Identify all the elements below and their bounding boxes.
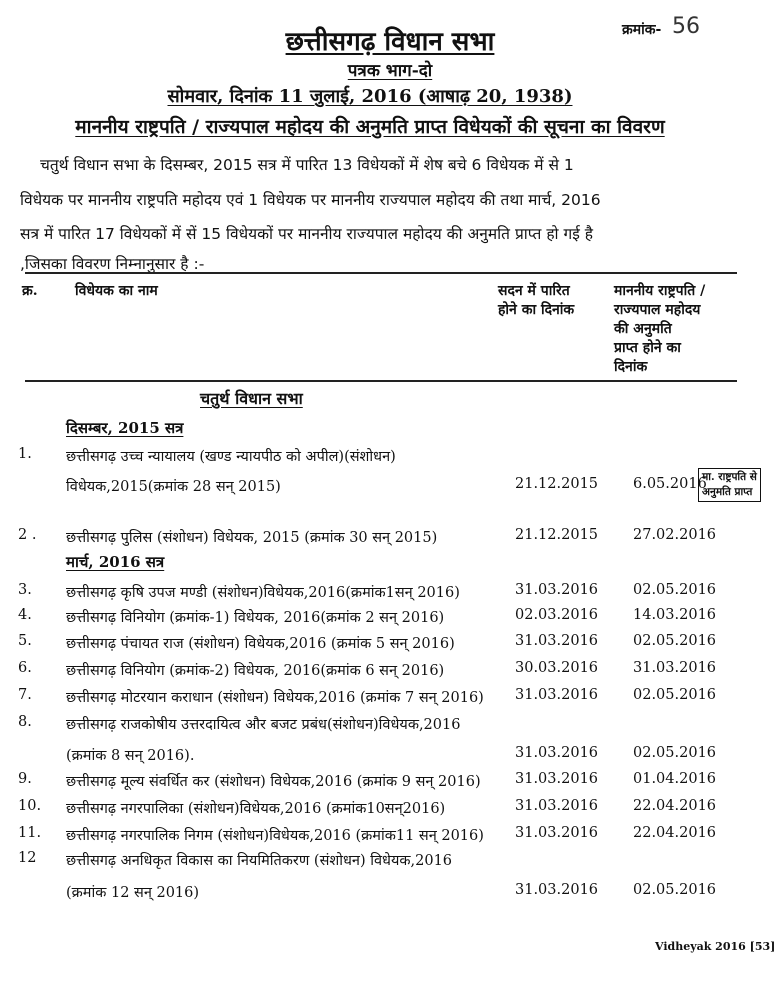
row-number: 7. [18,687,32,703]
passed-date: 31.03.2016 [515,582,599,598]
row-number: 10. [18,798,42,814]
bill-name: छत्तीसगढ़ नगरपालिक निगम (संशोधन)विधेयक,2016 (क्रमांक11 सन् 2016) [66,828,484,844]
row-number: 9. [18,771,32,787]
bill-name: (क्रमांक 12 सन् 2016) [66,885,200,901]
serial-label: क्रमांक- [622,22,662,38]
assent-date: 22.04.2016 [633,798,717,814]
assent-date: 31.03.2016 [633,660,717,676]
page-title: छत्तीसगढ़ विधान सभा [285,27,495,57]
bill-name: छत्तीसगढ़ राजकोषीय उत्तरदायित्व और बजट प्रबंध(संशोधन)विधेयक,2016 [66,717,461,733]
passed-date: 02.03.2016 [515,607,599,623]
row-number: 8. [18,714,32,730]
assent-date: 02.05.2016 [633,582,717,598]
row-number: 11. [18,825,42,841]
bill-name: छत्तीसगढ़ पुलिस (संशोधन) विधेयक, 2015 (क्रमांक 30 सन् 2015) [66,530,438,546]
passed-date: 31.03.2016 [515,771,599,787]
session-heading: मार्च, 2016 सत्र [66,553,165,571]
row-number: 2 . [18,527,37,543]
row-number: 5. [18,633,32,649]
passed-date: 30.03.2016 [515,660,599,676]
stamp-line: अनुमति प्राप्त [702,486,753,498]
assent-date: 6.05.2016 [633,476,707,492]
assent-date: 01.04.2016 [633,771,717,787]
assent-date: 02.05.2016 [633,633,717,649]
subtitle: पत्रक भाग-दो [347,61,433,81]
header-line: प्राप्त होने का [614,340,681,356]
bill-name: छत्तीसगढ़ पंचायत राज (संशोधन) विधेयक,2016 (क्रमांक 5 सन् 2016) [66,636,455,652]
page-footer: Vidheyak 2016 [53] [655,940,776,953]
header-serial: क्र. [22,283,38,299]
bill-name: छत्तीसगढ़ कृषि उपज मण्डी (संशोधन)विधेयक,2016(क्रमांक1सन् 2016) [66,585,460,601]
header-line: राज्यपाल महोदय [614,302,701,318]
row-number: 1. [18,446,32,462]
bill-name: (क्रमांक 8 सन् 2016). [66,748,195,764]
document-heading: माननीय राष्ट्रपति / राज्यपाल महोदय की अनुमति प्राप्त विधेयकों की सूचना का विवरण [75,116,665,138]
serial-number-handwritten: 56 [672,14,700,39]
bill-name: छत्तीसगढ़ अनधिकृत विकास का नियमितिकरण (संशोधन) विधेयक,2016 [66,853,453,869]
passed-date: 31.03.2016 [515,745,599,761]
bill-name: छत्तीसगढ़ मोटरयान कराधान (संशोधन) विधेयक,2016 (क्रमांक 7 सन् 2016) [66,690,484,706]
bill-name: छत्तीसगढ़ विनियोग (क्रमांक-2) विधेयक, 2016(क्रमांक 6 सन् 2016) [66,663,445,679]
header-line: दिनांक [614,359,648,375]
assent-date: 22.04.2016 [633,825,717,841]
header-passed-date [498,282,574,320]
assent-date: 02.05.2016 [633,745,717,761]
passed-date: 31.03.2016 [515,882,599,898]
intro-line: चतुर्थ विधान सभा के दिसम्बर, 2015 सत्र में पारित 13 विधेयकों में शेष बचे 6 विधेयक में से 1 [40,156,574,174]
assent-date: 02.05.2016 [633,687,717,703]
passed-date: 31.03.2016 [515,798,599,814]
bill-name: छत्तीसगढ़ मूल्य संवर्धित कर (संशोधन) विधेयक,2016 (क्रमांक 9 सन् 2016) [66,774,481,790]
intro-line: ,जिसका विवरण निम्नानुसार है :- [20,255,205,273]
bill-name: छत्तीसगढ़ नगरपालिका (संशोधन)विधेयक,2016 (क्रमांक10सन्2016) [66,801,446,817]
passed-date: 31.03.2016 [515,825,599,841]
row-number: 12 [18,850,37,866]
passed-date: 21.12.2015 [515,527,599,543]
passed-date: 21.12.2015 [515,476,599,492]
header-assent-date [614,282,705,377]
table-top-rule [25,272,737,274]
header-line: की अनुमति [614,321,672,337]
president-assent-stamp [698,468,761,502]
passed-date: 31.03.2016 [515,687,599,703]
table-header-rule [25,380,737,382]
assent-date: 14.03.2016 [633,607,717,623]
passed-date: 31.03.2016 [515,633,599,649]
header-bill-name: विधेयक का नाम [75,283,158,299]
bill-name: छत्तीसगढ़ विनियोग (क्रमांक-1) विधेयक, 2016(क्रमांक 2 सन् 2016) [66,610,445,626]
intro-line: विधेयक पर माननीय राष्ट्रपति महोदय एवं 1 विधेयक पर माननीय राज्यपाल महोदय की तथा मार्च, 2016 [20,191,601,209]
bill-name: विधेयक,2015(क्रमांक 28 सन् 2015) [66,479,281,495]
row-number: 4. [18,607,32,623]
row-number: 3. [18,582,32,598]
stamp-line: मा. राष्ट्रपति से [702,471,757,483]
header-line: होने का दिनांक [498,302,575,318]
intro-line: सत्र में पारित 17 विधेयकों में सें 15 विधेयकों पर माननीय राज्यपाल महोदय की अनुमति प्राप्त हो गई है [20,225,593,243]
header-line: सदन में पारित [498,283,570,299]
row-number: 6. [18,660,32,676]
date-line: सोमवार, दिनांक 11 जुलाई, 2016 (आषाढ़ 20, 1938) [167,86,573,107]
session-heading: दिसम्बर, 2015 सत्र [66,419,184,437]
assembly-heading: चतुर्थ विधान सभा [200,389,303,408]
assent-date: 02.05.2016 [633,882,717,898]
header-line: माननीय राष्ट्रपति / [614,283,706,299]
assent-date: 27.02.2016 [633,527,717,543]
bill-name: छत्तीसगढ़ उच्च न्यायालय (खण्ड न्यायपीठ को अपील)(संशोधन) [66,449,396,465]
